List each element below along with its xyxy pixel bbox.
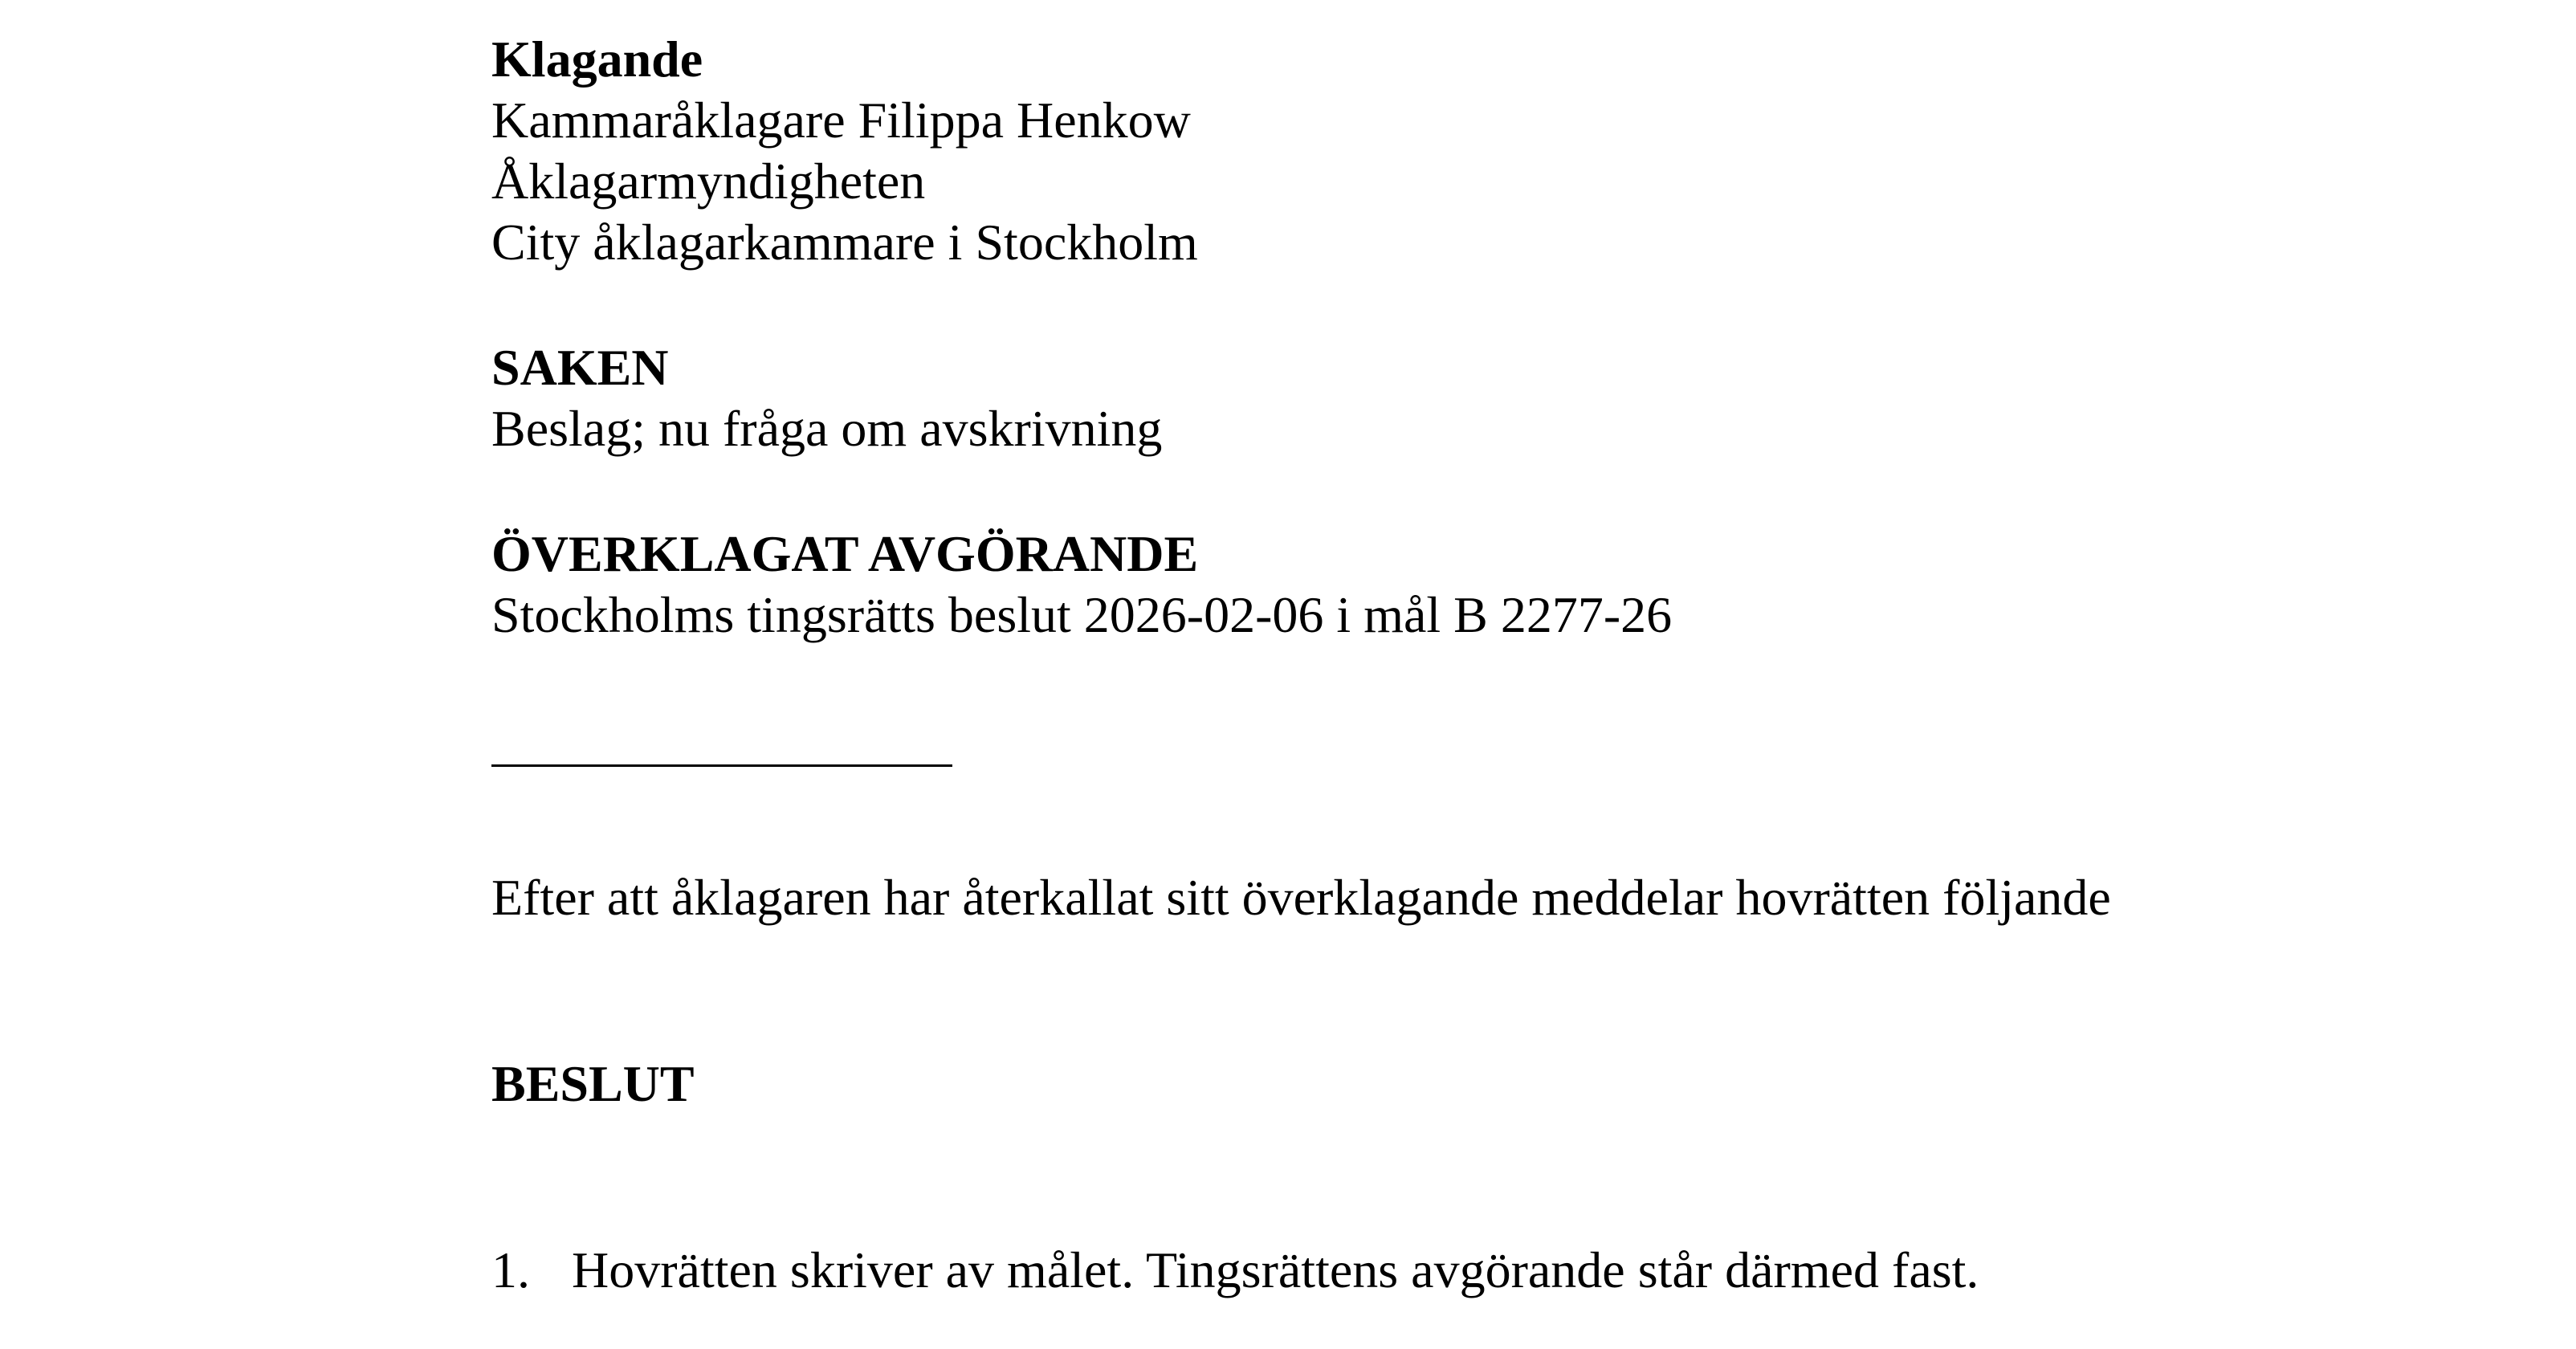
decision-heading: BESLUT	[491, 1055, 695, 1112]
appealed-decision-heading: ÖVERKLAGAT AVGÖRANDE	[491, 525, 1199, 582]
appellant-heading: Klagande	[491, 31, 703, 88]
case-text: Beslag; nu fråga om avskrivning	[491, 400, 1163, 457]
appellant-name: Kammaråklagare Filippa Henkow	[491, 92, 1191, 149]
separator-rule	[491, 764, 952, 767]
case-heading: SAKEN	[491, 339, 669, 396]
appellant-office: City åklagarkammare i Stockholm	[491, 214, 1198, 271]
intro-text: Efter att åklagaren har återkallat sitt överklagande meddelar hovrätten följande	[491, 869, 2111, 926]
decision-item-number: 1.	[491, 1241, 530, 1298]
appealed-decision-text: Stockholms tingsrätts beslut 2026-02-06 i mål B 2277-26	[491, 586, 1673, 643]
decision-item-text: Hovrätten skriver av målet. Tingsrättens avgörande står därmed fast.	[572, 1241, 1979, 1298]
appellant-authority: Åklagarmyndigheten	[491, 153, 926, 210]
